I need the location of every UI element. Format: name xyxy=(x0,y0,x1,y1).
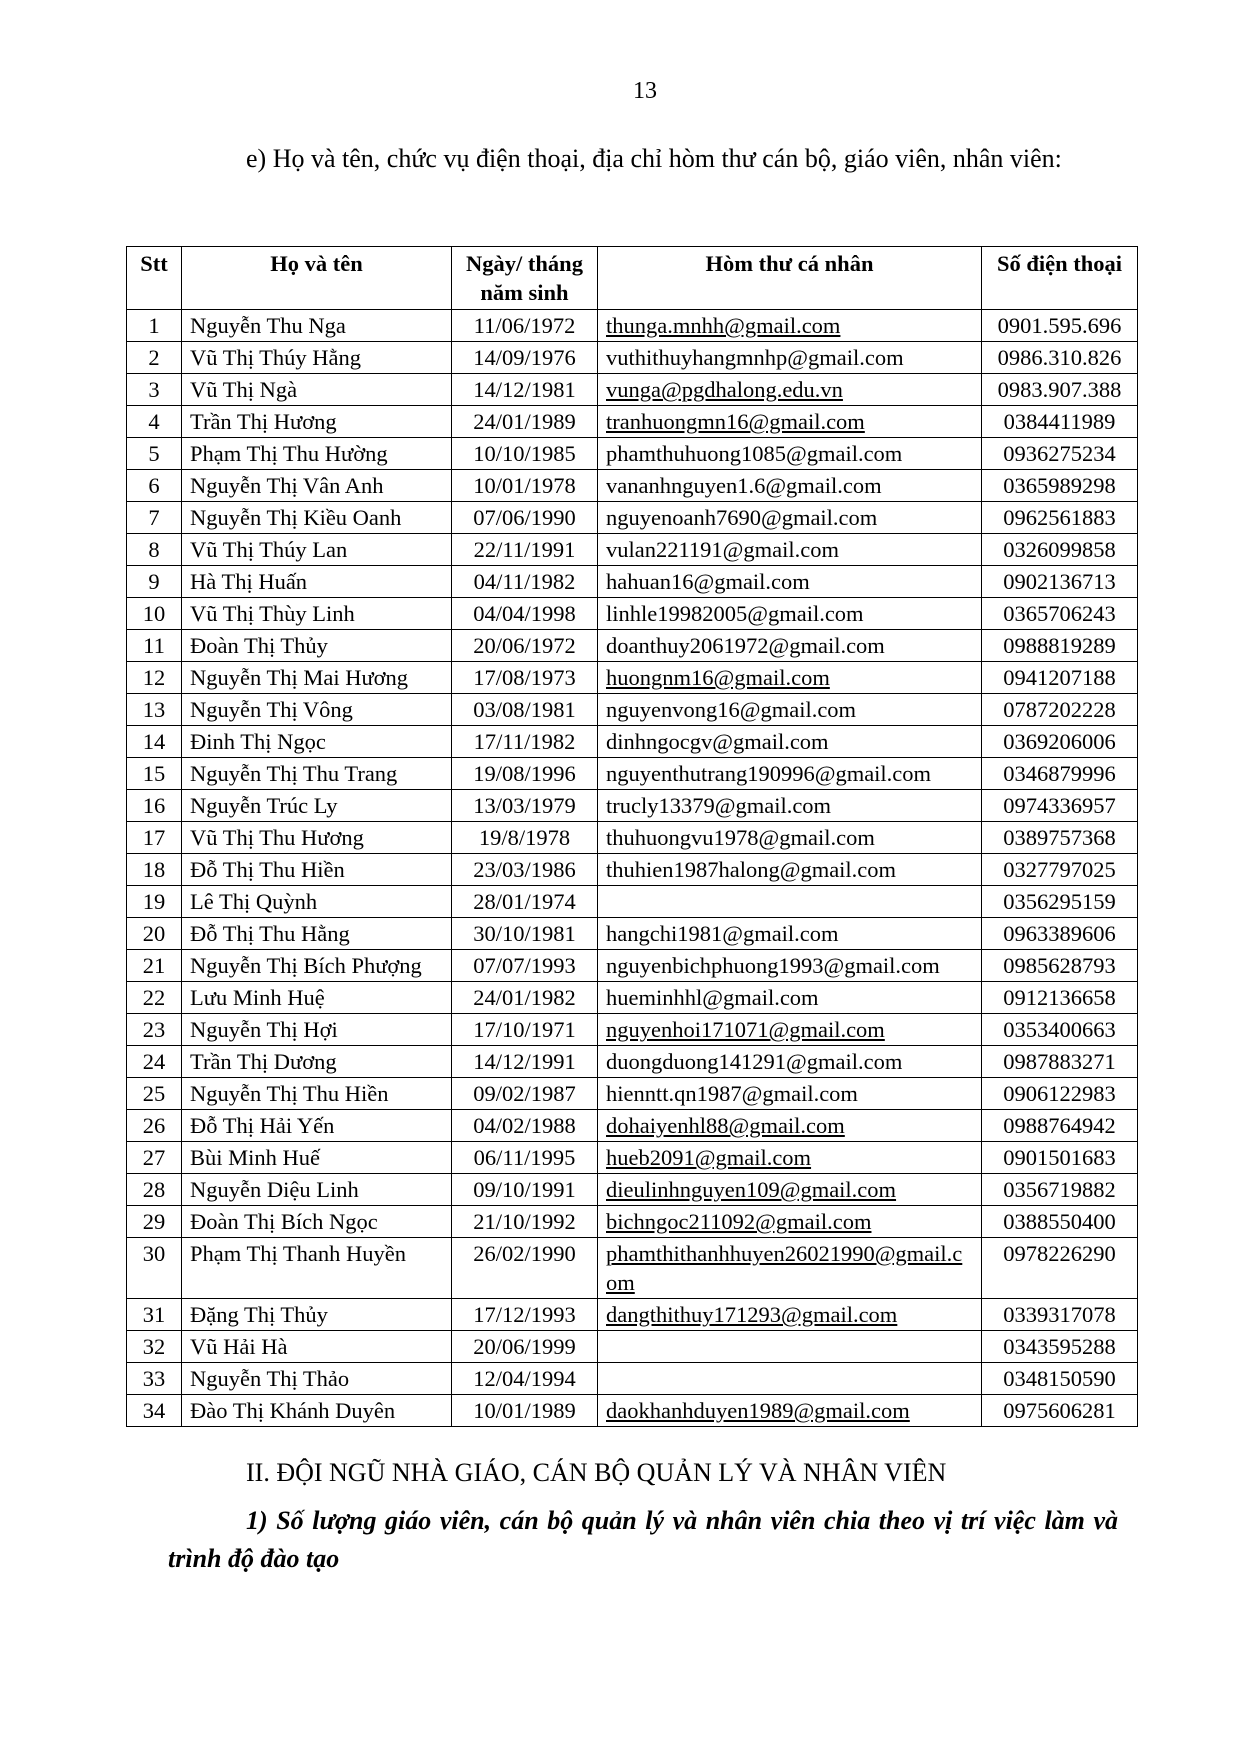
row-dob: 14/12/1991 xyxy=(452,1046,598,1078)
row-phone: 0339317078 xyxy=(982,1299,1138,1331)
row-name: Nguyễn Thị Thu Hiền xyxy=(182,1078,452,1110)
table-row xyxy=(127,598,1138,630)
row-dob: 17/11/1982 xyxy=(452,726,598,758)
row-email xyxy=(598,630,982,662)
row-stt: 21 xyxy=(127,950,182,982)
table-row xyxy=(127,438,1138,470)
row-name: Nguyễn Thị Hợi xyxy=(182,1014,452,1046)
table-row xyxy=(127,662,1138,694)
row-name: Đỗ Thị Thu Hằng xyxy=(182,918,452,950)
row-email xyxy=(598,1331,982,1363)
row-phone: 0346879996 xyxy=(982,758,1138,790)
row-stt: 34 xyxy=(127,1395,182,1427)
row-email xyxy=(598,502,982,534)
row-stt: 9 xyxy=(127,566,182,598)
row-stt: 12 xyxy=(127,662,182,694)
email-text[interactable]: phamthithanhhuyen26021990@gmail.com xyxy=(606,1241,963,1295)
row-email xyxy=(598,886,982,918)
email-text[interactable]: thunga.mnhh@gmail.com xyxy=(606,313,841,338)
row-dob: 07/06/1990 xyxy=(452,502,598,534)
row-stt: 11 xyxy=(127,630,182,662)
row-phone: 0389757368 xyxy=(982,822,1138,854)
email-text: thuhuongvu1978@gmail.com xyxy=(606,825,875,850)
subsection-title: 1) Số lượng giáo viên, cán bộ quản lý và nhân viên chia theo vị trí việc làm và trình độ đào tạo xyxy=(168,1506,1118,1573)
row-dob: 17/10/1971 xyxy=(452,1014,598,1046)
section-title: II. ĐỘI NGŨ NHÀ GIÁO, CÁN BỘ QUẢN LÝ VÀ NHÂN VIÊN xyxy=(246,1458,947,1487)
email-text: nguyenthutrang190996@gmail.com xyxy=(606,761,932,786)
row-name: Nguyễn Thị Vông xyxy=(182,694,452,726)
row-email xyxy=(598,1046,982,1078)
row-name: Đinh Thị Ngọc xyxy=(182,726,452,758)
header-phone: Số điện thoại xyxy=(982,247,1138,310)
table-row xyxy=(127,758,1138,790)
row-stt: 32 xyxy=(127,1331,182,1363)
row-dob: 26/02/1990 xyxy=(452,1238,598,1299)
row-phone: 0901501683 xyxy=(982,1142,1138,1174)
table-row xyxy=(127,342,1138,374)
table-row xyxy=(127,854,1138,886)
row-name: Lưu Minh Huệ xyxy=(182,982,452,1014)
row-stt: 25 xyxy=(127,1078,182,1110)
row-email xyxy=(598,726,982,758)
email-text: hangchi1981@gmail.com xyxy=(606,921,839,946)
table-row xyxy=(127,1078,1138,1110)
table-row xyxy=(127,918,1138,950)
row-phone: 0365706243 xyxy=(982,598,1138,630)
row-stt: 14 xyxy=(127,726,182,758)
header-stt: Stt xyxy=(127,247,182,310)
row-email xyxy=(598,950,982,982)
row-name: Vũ Thị Ngà xyxy=(182,374,452,406)
row-email xyxy=(598,854,982,886)
row-phone: 0365989298 xyxy=(982,470,1138,502)
row-phone: 0988819289 xyxy=(982,630,1138,662)
row-name: Nguyễn Thị Thu Trang xyxy=(182,758,452,790)
row-name: Nguyễn Thị Kiều Oanh xyxy=(182,502,452,534)
row-dob: 24/01/1982 xyxy=(452,982,598,1014)
row-name: Nguyễn Thị Bích Phượng xyxy=(182,950,452,982)
row-phone: 0975606281 xyxy=(982,1395,1138,1427)
email-text: vuthithuyhangmnhp@gmail.com xyxy=(606,345,904,370)
row-stt: 33 xyxy=(127,1363,182,1395)
email-text: thuhien1987halong@gmail.com xyxy=(606,857,897,882)
email-text: hahuan16@gmail.com xyxy=(606,569,810,594)
row-name: Trần Thị Dương xyxy=(182,1046,452,1078)
email-text: duongduong141291@gmail.com xyxy=(606,1049,903,1074)
row-email xyxy=(598,566,982,598)
row-email[interactable] xyxy=(598,310,982,342)
row-email xyxy=(598,758,982,790)
row-phone: 0901.595.696 xyxy=(982,310,1138,342)
row-stt: 23 xyxy=(127,1014,182,1046)
row-name: Vũ Hải Hà xyxy=(182,1331,452,1363)
row-stt: 2 xyxy=(127,342,182,374)
row-email[interactable] xyxy=(598,1299,982,1331)
table-row xyxy=(127,566,1138,598)
row-email xyxy=(598,342,982,374)
row-phone: 0353400663 xyxy=(982,1014,1138,1046)
row-dob: 04/04/1998 xyxy=(452,598,598,630)
row-stt: 17 xyxy=(127,822,182,854)
row-name: Hà Thị Huấn xyxy=(182,566,452,598)
email-text: trucly13379@gmail.com xyxy=(606,793,832,818)
row-phone: 0327797025 xyxy=(982,854,1138,886)
table-header-row xyxy=(127,247,1138,310)
row-dob: 22/11/1991 xyxy=(452,534,598,566)
row-phone: 0936275234 xyxy=(982,438,1138,470)
row-stt: 7 xyxy=(127,502,182,534)
email-text[interactable]: daokhanhduyen1989@gmail.com xyxy=(606,1398,910,1423)
row-stt: 28 xyxy=(127,1174,182,1206)
email-text[interactable]: hueb2091@gmail.com xyxy=(606,1145,812,1170)
row-email[interactable] xyxy=(598,662,982,694)
row-stt: 5 xyxy=(127,438,182,470)
row-stt: 4 xyxy=(127,406,182,438)
row-dob: 07/07/1993 xyxy=(452,950,598,982)
row-email[interactable] xyxy=(598,406,982,438)
table-row xyxy=(127,1331,1138,1363)
row-phone: 0356719882 xyxy=(982,1174,1138,1206)
row-stt: 24 xyxy=(127,1046,182,1078)
table-row xyxy=(127,822,1138,854)
row-email xyxy=(598,822,982,854)
row-email[interactable] xyxy=(598,1238,982,1299)
table-row xyxy=(127,1363,1138,1395)
header-email: Hòm thư cá nhân xyxy=(598,247,982,310)
row-email xyxy=(598,534,982,566)
row-email xyxy=(598,1363,982,1395)
row-name: Vũ Thị Thùy Linh xyxy=(182,598,452,630)
table-row xyxy=(127,950,1138,982)
table-row xyxy=(127,406,1138,438)
email-text: nguyenbichphuong1993@gmail.com xyxy=(606,953,940,978)
row-dob: 19/08/1996 xyxy=(452,758,598,790)
table-row xyxy=(127,1238,1138,1299)
row-stt: 18 xyxy=(127,854,182,886)
row-stt: 3 xyxy=(127,374,182,406)
row-stt: 27 xyxy=(127,1142,182,1174)
row-phone: 0906122983 xyxy=(982,1078,1138,1110)
header-dob: Ngày/ tháng năm sinh xyxy=(452,247,598,310)
row-dob: 24/01/1989 xyxy=(452,406,598,438)
row-stt: 1 xyxy=(127,310,182,342)
row-phone: 0388550400 xyxy=(982,1206,1138,1238)
table-row xyxy=(127,982,1138,1014)
table-row xyxy=(127,694,1138,726)
row-phone: 0941207188 xyxy=(982,662,1138,694)
row-email xyxy=(598,694,982,726)
staff-table xyxy=(126,246,1138,1427)
row-dob: 06/11/1995 xyxy=(452,1142,598,1174)
row-phone: 0986.310.826 xyxy=(982,342,1138,374)
row-stt: 31 xyxy=(127,1299,182,1331)
row-dob: 28/01/1974 xyxy=(452,886,598,918)
table-row xyxy=(127,1299,1138,1331)
email-text[interactable]: huongnm16@gmail.com xyxy=(606,665,830,690)
row-dob: 17/08/1973 xyxy=(452,662,598,694)
row-phone: 0962561883 xyxy=(982,502,1138,534)
row-stt: 10 xyxy=(127,598,182,630)
row-phone: 0963389606 xyxy=(982,918,1138,950)
row-email xyxy=(598,918,982,950)
row-email[interactable] xyxy=(598,1174,982,1206)
email-text: linhle19982005@gmail.com xyxy=(606,601,864,626)
row-name: Nguyễn Diệu Linh xyxy=(182,1174,452,1206)
row-email[interactable] xyxy=(598,374,982,406)
row-phone: 0985628793 xyxy=(982,950,1138,982)
email-text: hienntt.qn1987@gmail.com xyxy=(606,1081,858,1106)
row-phone: 0384411989 xyxy=(982,406,1138,438)
row-dob: 04/02/1988 xyxy=(452,1110,598,1142)
email-text: vananhnguyen1.6@gmail.com xyxy=(606,473,882,498)
email-text[interactable]: nguyenhoi171071@gmail.com xyxy=(606,1017,885,1042)
row-name: Nguyễn Thu Nga xyxy=(182,310,452,342)
intro-paragraph: e) Họ và tên, chức vụ điện thoại, địa chỉ hòm thư cán bộ, giáo viên, nhân viên: xyxy=(246,144,1062,173)
table-row xyxy=(127,1142,1138,1174)
table-row xyxy=(127,534,1138,566)
row-email xyxy=(598,470,982,502)
row-phone: 0348150590 xyxy=(982,1363,1138,1395)
row-name: Đặng Thị Thủy xyxy=(182,1299,452,1331)
row-stt: 30 xyxy=(127,1238,182,1299)
row-phone: 0787202228 xyxy=(982,694,1138,726)
table-row xyxy=(127,502,1138,534)
row-email[interactable] xyxy=(598,1014,982,1046)
row-name: Vũ Thị Thúy Lan xyxy=(182,534,452,566)
row-stt: 8 xyxy=(127,534,182,566)
row-phone: 0988764942 xyxy=(982,1110,1138,1142)
row-email[interactable] xyxy=(598,1142,982,1174)
email-text: vulan221191@gmail.com xyxy=(606,537,839,562)
row-name: Vũ Thị Thúy Hằng xyxy=(182,342,452,374)
row-name: Trần Thị Hương xyxy=(182,406,452,438)
row-name: Bùi Minh Huế xyxy=(182,1142,452,1174)
email-text[interactable]: tranhuongmn16@gmail.com xyxy=(606,409,865,434)
email-text[interactable]: vunga@pgdhalong.edu.vn xyxy=(606,377,843,402)
row-name: Nguyễn Thị Thảo xyxy=(182,1363,452,1395)
row-phone: 0912136658 xyxy=(982,982,1138,1014)
row-dob: 12/04/1994 xyxy=(452,1363,598,1395)
row-name: Lê Thị Quỳnh xyxy=(182,886,452,918)
header-name: Họ và tên xyxy=(182,247,452,310)
row-dob: 11/06/1972 xyxy=(452,310,598,342)
row-phone: 0356295159 xyxy=(982,886,1138,918)
row-dob: 03/08/1981 xyxy=(452,694,598,726)
row-name: Nguyễn Thị Mai Hương xyxy=(182,662,452,694)
row-stt: 13 xyxy=(127,694,182,726)
row-stt: 6 xyxy=(127,470,182,502)
row-name: Phạm Thị Thu Hường xyxy=(182,438,452,470)
table-body xyxy=(127,310,1138,1427)
row-name: Đỗ Thị Thu Hiền xyxy=(182,854,452,886)
row-name: Đoàn Thị Thủy xyxy=(182,630,452,662)
row-email xyxy=(598,982,982,1014)
row-dob: 10/01/1978 xyxy=(452,470,598,502)
row-dob: 20/06/1972 xyxy=(452,630,598,662)
row-name: Đỗ Thị Hải Yến xyxy=(182,1110,452,1142)
table-row xyxy=(127,1014,1138,1046)
row-dob: 09/02/1987 xyxy=(452,1078,598,1110)
row-dob: 30/10/1981 xyxy=(452,918,598,950)
table-row xyxy=(127,1206,1138,1238)
row-phone: 0343595288 xyxy=(982,1331,1138,1363)
row-dob: 13/03/1979 xyxy=(452,790,598,822)
email-text: nguyenvong16@gmail.com xyxy=(606,697,857,722)
email-text[interactable]: dangthithuy171293@gmail.com xyxy=(606,1302,898,1327)
row-phone: 0978226290 xyxy=(982,1238,1138,1299)
email-text: doanthuy2061972@gmail.com xyxy=(606,633,885,658)
row-dob: 23/03/1986 xyxy=(452,854,598,886)
email-text[interactable]: dohaiyenhl88@gmail.com xyxy=(606,1113,845,1138)
row-email xyxy=(598,1078,982,1110)
table-row xyxy=(127,1110,1138,1142)
row-dob: 14/09/1976 xyxy=(452,342,598,374)
row-email[interactable] xyxy=(598,1206,982,1238)
row-phone: 0983.907.388 xyxy=(982,374,1138,406)
row-email[interactable] xyxy=(598,1395,982,1427)
row-email xyxy=(598,790,982,822)
row-dob: 21/10/1992 xyxy=(452,1206,598,1238)
row-dob: 19/8/1978 xyxy=(452,822,598,854)
row-name: Đào Thị Khánh Duyên xyxy=(182,1395,452,1427)
table-row xyxy=(127,790,1138,822)
row-phone: 0369206006 xyxy=(982,726,1138,758)
email-text[interactable]: bichngoc211092@gmail.com xyxy=(606,1209,872,1234)
table-row xyxy=(127,1174,1138,1206)
email-text: hueminhhl@gmail.com xyxy=(606,985,819,1010)
row-email[interactable] xyxy=(598,1110,982,1142)
row-name: Đoàn Thị Bích Ngọc xyxy=(182,1206,452,1238)
row-stt: 29 xyxy=(127,1206,182,1238)
row-name: Nguyễn Trúc Ly xyxy=(182,790,452,822)
table-row xyxy=(127,1395,1138,1427)
row-name: Vũ Thị Thu Hương xyxy=(182,822,452,854)
row-phone: 0987883271 xyxy=(982,1046,1138,1078)
table-row xyxy=(127,886,1138,918)
row-stt: 20 xyxy=(127,918,182,950)
row-dob: 10/01/1989 xyxy=(452,1395,598,1427)
email-text: dinhngocgv@gmail.com xyxy=(606,729,829,754)
row-dob: 20/06/1999 xyxy=(452,1331,598,1363)
row-phone: 0326099858 xyxy=(982,534,1138,566)
table-row xyxy=(127,726,1138,758)
row-phone: 0902136713 xyxy=(982,566,1138,598)
table-row xyxy=(127,470,1138,502)
row-name: Phạm Thị Thanh Huyền xyxy=(182,1238,452,1299)
row-dob: 04/11/1982 xyxy=(452,566,598,598)
email-text: nguyenoanh7690@gmail.com xyxy=(606,505,878,530)
table-row xyxy=(127,310,1138,342)
row-dob: 17/12/1993 xyxy=(452,1299,598,1331)
row-dob: 09/10/1991 xyxy=(452,1174,598,1206)
row-phone: 0974336957 xyxy=(982,790,1138,822)
row-stt: 19 xyxy=(127,886,182,918)
row-stt: 15 xyxy=(127,758,182,790)
row-name: Nguyễn Thị Vân Anh xyxy=(182,470,452,502)
row-email xyxy=(598,438,982,470)
row-email xyxy=(598,598,982,630)
page-number: 13 xyxy=(633,78,657,104)
row-stt: 22 xyxy=(127,982,182,1014)
table-row xyxy=(127,630,1138,662)
email-text[interactable]: dieulinhnguyen109@gmail.com xyxy=(606,1177,897,1202)
row-stt: 16 xyxy=(127,790,182,822)
email-text: phamthuhuong1085@gmail.com xyxy=(606,441,903,466)
table-row xyxy=(127,374,1138,406)
row-dob: 10/10/1985 xyxy=(452,438,598,470)
row-dob: 14/12/1981 xyxy=(452,374,598,406)
table-row xyxy=(127,1046,1138,1078)
row-stt: 26 xyxy=(127,1110,182,1142)
